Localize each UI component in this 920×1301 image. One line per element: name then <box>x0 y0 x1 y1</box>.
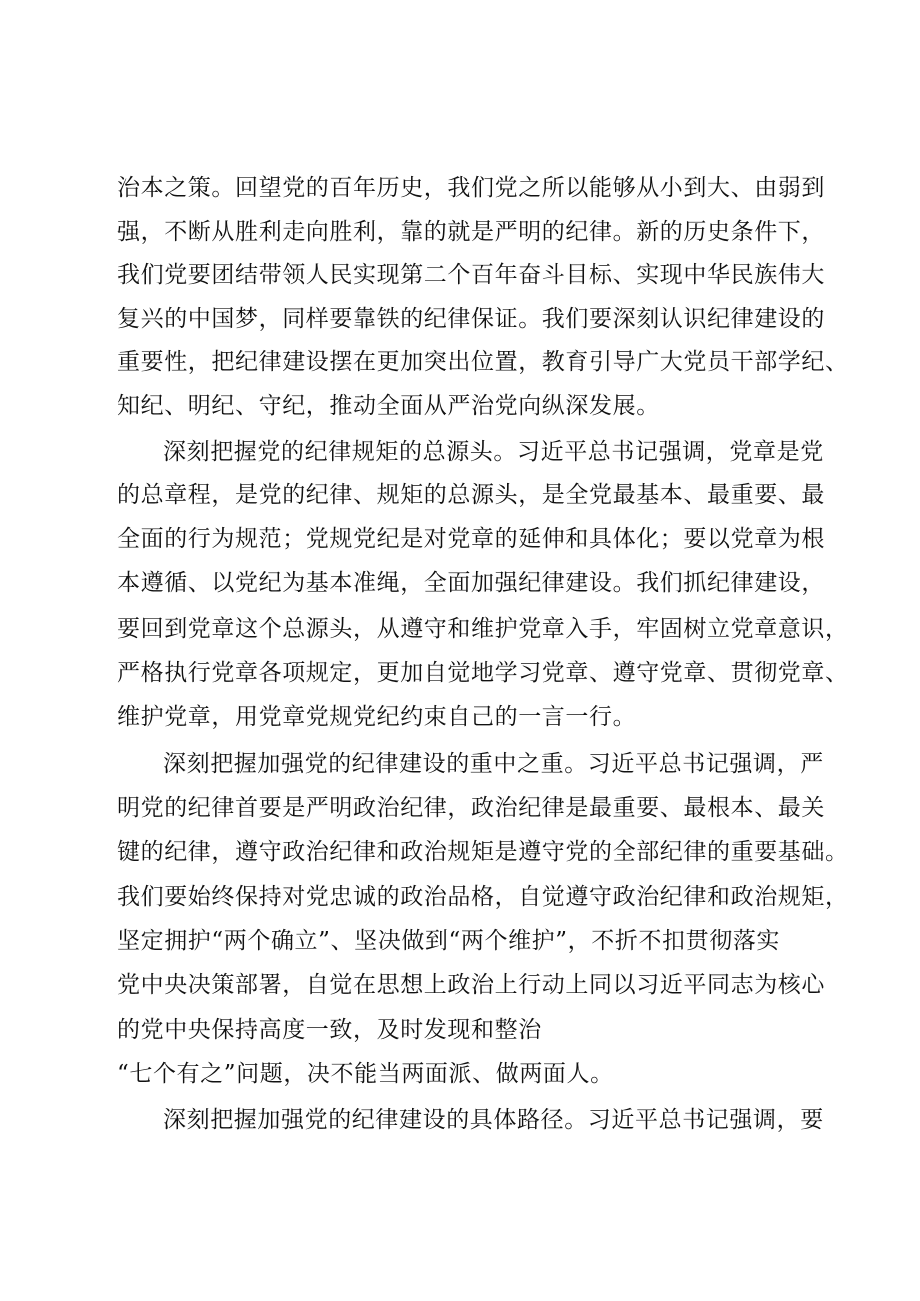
text-line: 明党的纪律首要是严明政治纪律，政治纪律是最重要、最根本、最关 <box>117 795 825 821</box>
text-line: 严格执行党章各项规定，更加自觉地学习党章、遵守党章、贯彻党章、 <box>117 660 849 686</box>
paragraph-first-line: 深刻把握加强党的纪律建设的具体路径。习近平总书记强调，要 <box>163 1107 824 1133</box>
paragraph-first-line: 深刻把握加强党的纪律建设的重中之重。习近平总书记强调，严 <box>163 751 824 777</box>
text-line: 知纪、明纪、守纪，推动全面从严治党向纵深发展。 <box>117 393 660 419</box>
text-line: 键的纪律，遵守政治纪律和政治规矩是遵守党的全部纪律的重要基础。 <box>117 839 849 865</box>
text-line: “七个有之”问题，决不能当两面派、做两面人。 <box>117 1061 614 1087</box>
text-line: 本遵循、以党纪为基本准绳，全面加强纪律建设。我们抓纪律建设， <box>117 570 825 596</box>
text-line: 重要性，把纪律建设摆在更加突出位置，教育引导广大党员干部学纪、 <box>117 349 849 375</box>
paragraph-first-line: 深刻把握党的纪律规矩的总源头。习近平总书记强调，党章是党 <box>163 439 824 465</box>
text-line: 要回到党章这个总源头，从遵守和维护党章入手，牢固树立党章意识， <box>117 616 849 642</box>
text-line: 坚定拥护“两个确立”、坚决做到“两个维护”，不折不扣贯彻落实 <box>117 928 781 954</box>
text-line: 的总章程，是党的纪律、规矩的总源头，是全党最基本、最重要、最 <box>117 482 825 508</box>
text-line: 全面的行为规范；党规党纪是对党章的延伸和具体化；要以党章为根 <box>117 526 825 552</box>
text-line: 强，不断从胜利走向胜利，靠的就是严明的纪律。新的历史条件下， <box>117 219 825 245</box>
text-line: 我们党要团结带领人民实现第二个百年奋斗目标、实现中华民族伟大 <box>117 262 825 288</box>
text-line: 治本之策。回望党的百年历史，我们党之所以能够从小到大、由弱到 <box>117 175 825 201</box>
text-line: 的党中央保持高度一致，及时发现和整治 <box>117 1017 542 1043</box>
text-line: 维护党章，用党章党规党纪约束自己的一言一行。 <box>117 704 637 730</box>
text-line: 复兴的中国梦，同样要靠铁的纪律保证。我们要深刻认识纪律建设的 <box>117 306 825 332</box>
text-line: 我们要始终保持对党忠诚的政治品格，自觉遵守政治纪律和政治规矩， <box>117 884 849 910</box>
text-line: 党中央决策部署，自觉在思想上政治上行动上同以习近平同志为核心 <box>117 972 825 998</box>
